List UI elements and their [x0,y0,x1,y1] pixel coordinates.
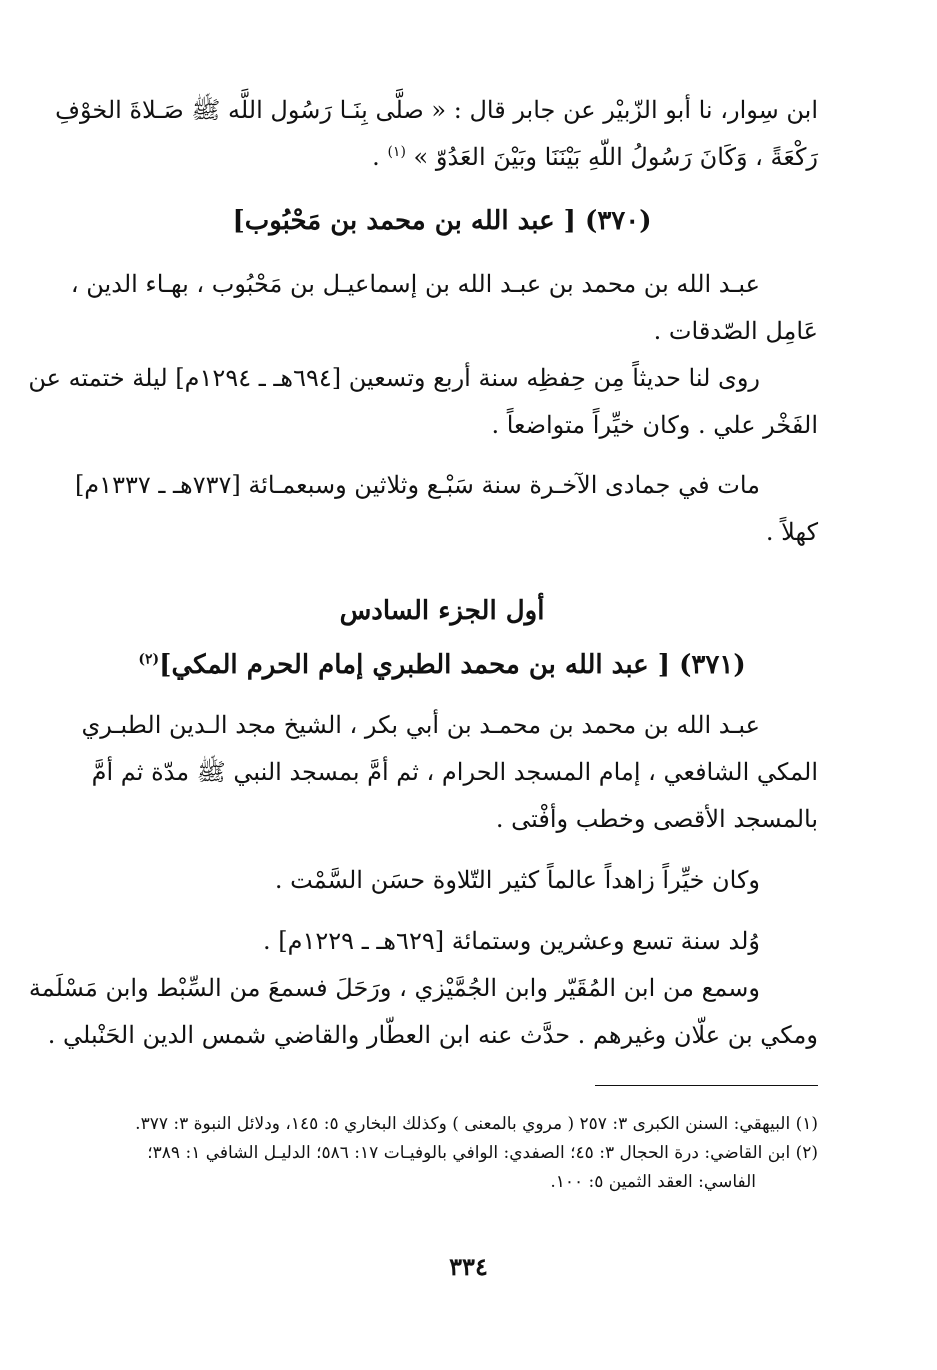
entry-370-heading: (٣٧٠) [ عبد الله بن محمد بن مَحْبُوب] [232,206,652,236]
text-fragment: . [372,143,388,171]
text-line: ومكي بن علّان وغيرهم . حدَّث عنه ابن العطّار والقاضي شمس الدين الحَنْبلي . [47,1021,818,1049]
part-heading: أول الجزء السادس [339,596,545,626]
footnote-separator [595,1085,818,1086]
entry-371-paragraph-1 [66,702,818,843]
top-paragraph [55,87,818,181]
text-line: الفَخْر علي . وكان خيِّراً متواضعاً . [491,411,818,439]
entry-371-heading [66,642,818,688]
entry-370-paragraph-2 [28,355,818,449]
text-line: المكي الشافعي ، إمام المسجد الحرام ، ثم أمَّ بمسجد النبي ﷺ مدّة ثم أمَّ [91,758,818,786]
footnote-ref-1[interactable]: (١) [387,144,406,160]
entry-370-paragraph-3 [66,462,818,556]
entry-370-paragraph-1 [66,261,818,355]
footnote-1: (١) البيهقي: السنن الكبرى ٣: ٢٥٧ ( مروي بالمعنى ) وكذلك البخاري ٥: ١٤٥، ودلائل النبوة ٣: ٣٧٧. [135,1114,818,1134]
text-line: وكان خيِّراً زاهداً عالماً كثير التّلاوة حسَن السَّمْت . [274,866,760,894]
text-line: ابن سِوار، نا أبو الزّبيْر عن جابر قال : « صلَّى بِنَـا رَسُول اللَّه ﷺ صَـلاةَ الخوْفِ [55,96,818,124]
text-line [66,134,818,181]
footnote-2: (٢) ابن القاضي: درة الحجال ٣: ٤٥؛ الصفدي: الوافي بالوفيـات ١٧: ٥٨٦؛ الدليـل الشافي ١: ٣٨٩؛ [147,1143,818,1163]
text-line: وُلد سنة تسع وعشرين وستمائة [٦٢٩هـ ـ ١٢٢٩م] . [263,927,760,955]
text-line: عَامِل الصّدقات . [653,317,818,345]
text-line: كهلاً . [765,518,818,546]
entry-371-paragraph-4 [28,965,818,1059]
page-number: ٣٣٤ [449,1252,488,1281]
entry-371-paragraph-3 [66,918,818,965]
text-line: عبـد الله بن محمد بن عبـد الله بن إسماعيـل بن مَحْبُوب ، بهـاء الدين ، [70,270,760,298]
heading-text: (٣٧١) [ عبد الله بن محمد الطبري إمام الحرم المكي] [159,650,746,680]
footnote-2-continuation: الفاسي: العقد الثمين ٥: ١٠٠. [550,1172,756,1192]
text-line: عبـد الله بن محمد بن محمـد بن أبي بكر ، الشيخ مجد الـدين الطبـري [81,711,760,739]
footnote-ref-2[interactable]: (٢) [138,651,160,668]
footnotes [66,1110,818,1197]
text-line: وسمع من ابن المُقَيّر وابن الجُمَّيْزي ، ورَحَلَ فسمعَ من السِّبْط وابن مَسْلَمة [28,974,760,1002]
text-line: روى لنا حديثاً مِن حِفظِه سنة أربع وتسعين [٦٩٤هـ ـ ١٢٩٤م] ليلة ختمته عن [28,364,760,392]
text-line: بالمسجد الأقصى وخطب وأفْتى . [495,805,818,833]
text-fragment: رَكْعَةً ، وَكَانَ رَسُولُ اللّهِ بَيْنَنَا وبَيْنَ العَدُوّ » [413,143,818,171]
text-line: مات في جمادى الآخـرة سنة سَبْـع وثلاثين وسبعمـائة [٧٣٧هـ ـ ١٣٣٧م] [74,471,760,499]
entry-371-paragraph-2 [66,857,818,904]
